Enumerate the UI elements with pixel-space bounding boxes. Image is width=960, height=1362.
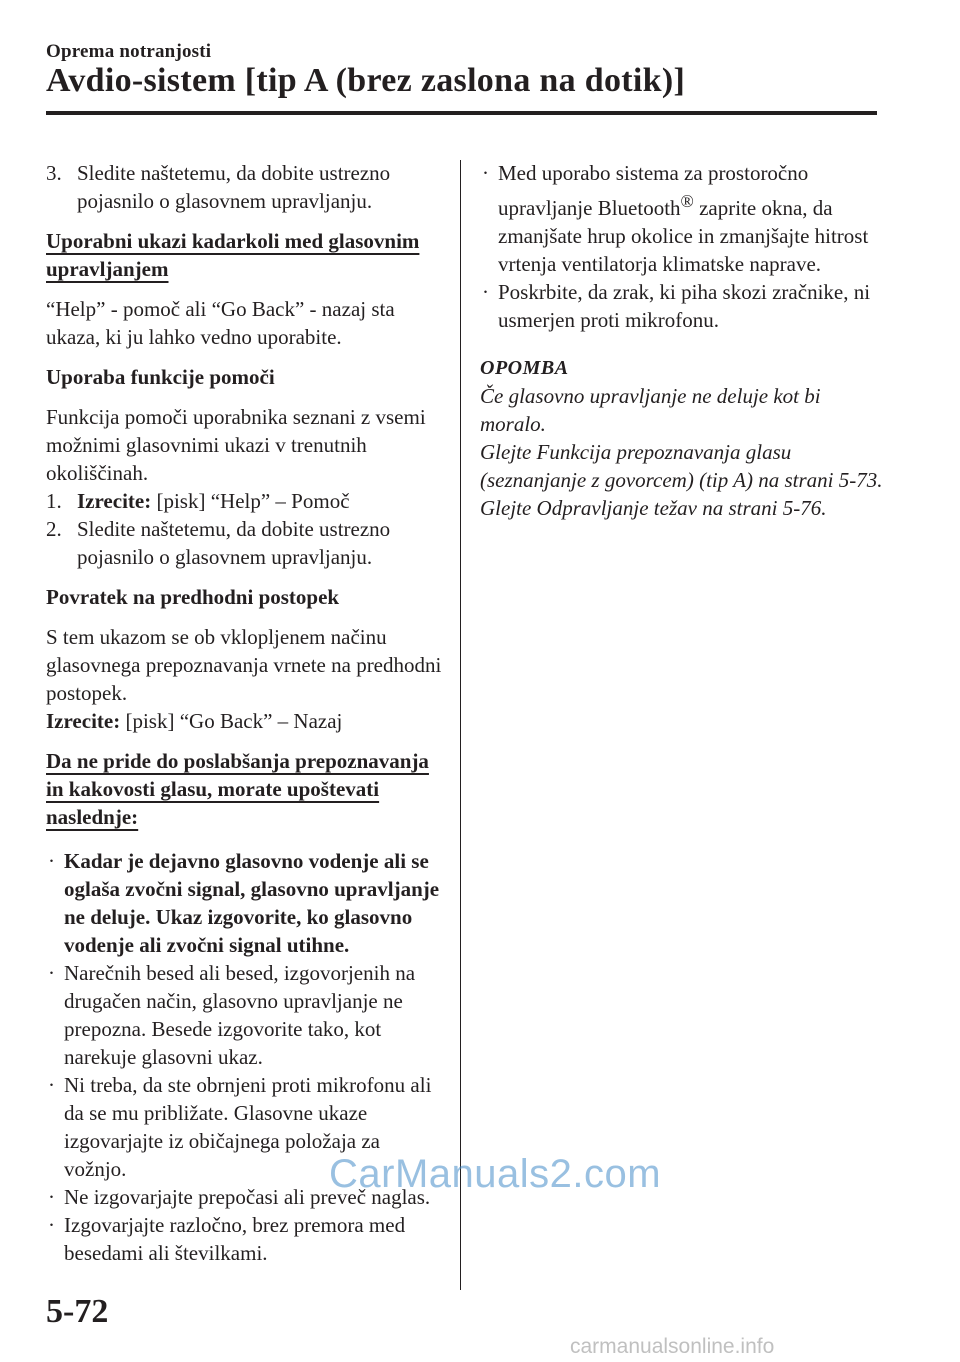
list-item-text: Ni treba, da ste obrnjeni proti mikrofonu ali da se mu približate. Glasovne ukaze izgovarjajte iz običajnega položaja za vožnjo.	[64, 1073, 432, 1181]
left-column	[46, 159, 446, 1267]
say-label: Izrecite:	[46, 709, 121, 733]
step-text: Sledite naštetemu, da dobite ustrezno pojasnilo o glasovnem upravljanju.	[77, 161, 391, 213]
bullet-icon: ·	[482, 280, 489, 304]
note-reference-link[interactable]: Glejte Odpravljanje težav na strani 5-76.	[480, 496, 827, 520]
bullet-icon: ·	[482, 161, 489, 185]
list-item	[480, 159, 890, 278]
recognition-tips-list	[46, 847, 446, 1267]
say-label: Izrecite:	[77, 489, 152, 513]
say-command: [pisk] “Help” – Pomoč	[151, 489, 350, 513]
paragraph-help-function: Funkcija pomoči uporabnika seznani z vsemi možnimi glasovnimi ukazi v trenutnih okoliščinah.	[46, 405, 426, 485]
heading-go-back: Povratek na predhodni postopek	[46, 585, 340, 609]
registered-mark: ®	[680, 191, 694, 211]
watermark-footer: carmanualsonline.info	[570, 1335, 775, 1358]
step-1	[46, 487, 446, 515]
step-3	[46, 159, 446, 215]
step-text	[77, 487, 446, 515]
list-item-text: Narečnih besed ali besed, izgovorjenih na drugačen način, glasovno upravljanje ne prepozna. Besede izgovorite tako, kot narekuje glasovni ukaz.	[64, 961, 416, 1069]
step-text: Sledite naštetemu, da dobite ustrezno pojasnilo o glasovnem upravljanju.	[77, 517, 391, 569]
page-title: Avdio-sistem [tip A (brez zaslona na dotik)]	[46, 62, 686, 99]
step-number: 1.	[46, 489, 62, 513]
list-item-text	[498, 159, 890, 278]
title-rule	[46, 111, 877, 115]
watermark-logo: CarManuals2.com	[329, 1152, 662, 1196]
bullet-icon: ·	[48, 1213, 55, 1237]
list-item-text: Poskrbite, da zrak, ki piha skozi zračnike, ni usmerjen proti mikrofonu.	[498, 280, 871, 332]
step-number: 2.	[46, 517, 62, 541]
heading-useful-commands: Uporabni ukazi kadarkoli med glasovnim upravljanjem	[46, 229, 420, 281]
right-column	[480, 159, 890, 522]
list-item	[46, 959, 446, 1071]
list-item	[46, 1211, 446, 1267]
paragraph-go-back: S tem ukazom se ob vklopljenem načinu glasovnega prepoznavanja vrnete na predhodni postopek.	[46, 625, 442, 705]
heading-help-function: Uporaba funkcije pomoči	[46, 365, 275, 389]
bullet-icon: ·	[48, 1185, 55, 1209]
note-reference-link[interactable]: Glejte Funkcija prepoznavanja glasu (seznanjanje z govorcem) (tip A) na strani 5-73.	[480, 440, 883, 492]
bullet-icon: ·	[48, 1073, 55, 1097]
heading-recognition-quality: Da ne pride do poslabšanja prepoznavanja in kakovosti glasu, morate upoštevati naslednje:	[46, 749, 429, 829]
list-item	[46, 847, 446, 959]
note-heading: OPOMBA	[480, 357, 569, 379]
list-item-text: Kadar je dejavno glasovno vodenje ali se oglaša zvočni signal, glasovno upravljanje ne deluje. Ukaz izgovorite, ko glasovno vodenje ali zvočni signal utihne.	[64, 849, 440, 957]
say-command: [pisk] “Go Back” – Nazaj	[120, 709, 343, 733]
bullet-icon: ·	[48, 961, 55, 985]
list-item-text: Izgovarjajte razločno, brez premora med besedami ali številkami.	[64, 1213, 406, 1265]
bluetooth-text-cont: zaprite okna, da zmanjšate hrup okolice in zmanjšajte hitrost vrtenja ventilatorja klimatske naprave.	[498, 196, 869, 276]
bullet-icon: ·	[48, 849, 55, 873]
section-label: Oprema notranjosti	[46, 41, 212, 62]
page-number: 5-72	[46, 1293, 109, 1330]
bluetooth-text: Med uporabo sistema za prostoročno upravljanje Bluetooth	[498, 161, 809, 220]
say-go-back	[46, 707, 446, 735]
list-item-text: Ne izgovarjajte prepočasi ali preveč naglas.	[64, 1185, 431, 1209]
list-item	[480, 278, 890, 334]
paragraph-help-goback: “Help” - pomoč ali “Go Back” - nazaj sta ukaza, ki ju lahko vedno uporabite.	[46, 297, 395, 349]
note-line: Če glasovno upravljanje ne deluje kot bi moralo.	[480, 384, 821, 436]
column-divider	[460, 160, 461, 1290]
step-2	[46, 515, 446, 571]
step-number: 3.	[46, 161, 62, 185]
